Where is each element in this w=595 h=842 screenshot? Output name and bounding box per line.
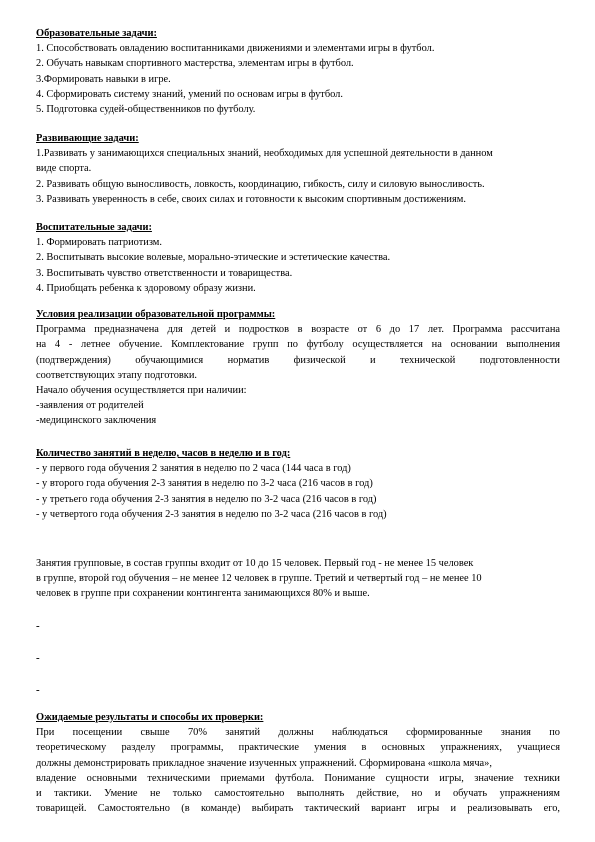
paragraph-line: Занятия групповые, в состав группы входит от 10 до 15 человек. Первый год - не менее 15 человек (36, 558, 474, 569)
list-item: виде спорта. (36, 163, 92, 175)
section-results (36, 710, 560, 816)
list-item: - у третьего года обучения 2-3 занятия в неделю по 3-2 часа (216 часов в год) (36, 493, 377, 505)
heading-upbringing: Воспитательные задачи: (36, 222, 152, 233)
paragraph-line: теоретическому разделу программы, практические умения в основных упражнениях, учащиеся (36, 742, 560, 754)
stray-dash: - (36, 652, 40, 664)
paragraph-line: владение основными техническими приемами футбола. Понимание сущности игры, значение техники (36, 772, 560, 784)
list-item: 4. Приобщать ребенка к здоровому образу жизни. (36, 282, 256, 294)
section-educational (36, 26, 560, 117)
paragraph-line: Начало обучения осуществляется при наличии: (36, 385, 247, 397)
heading-results: Ожидаемые результаты и способы их проверки: (36, 712, 264, 723)
list-item: 3. Воспитывать чувство ответственности и товарищества. (36, 267, 293, 279)
paragraph-line: на 4 - летнее обучение. Комплектование групп по футболу осуществляется на основании выполнения (36, 339, 560, 351)
paragraph-line: соответствующих этапу подготовки. (36, 369, 198, 381)
paragraph-line: должны демонстрировать прикладное значение изученных упражнений. Сформирована «школа мяча», (36, 757, 492, 769)
paragraph-line: -заявления от родителей (36, 400, 144, 412)
list-item: - у четвертого года обучения 2-3 занятия в неделю по 3-2 часа (216 часов в год) (36, 508, 387, 520)
list-item: 1. Способствовать овладению воспитанниками движениями и элементами игры в футбол. (36, 43, 435, 55)
section-groups (36, 556, 560, 602)
section-sessions (36, 446, 560, 522)
paragraph-line: (подтверждения) обучающимися норматив физической и технической подготовленности (36, 354, 560, 366)
heading-educational: Образовательные задачи: (36, 28, 157, 39)
heading-sessions: Количество занятий в неделю, часов в неделю и в год: (36, 448, 291, 459)
list-item: 1. Формировать патриотизм. (36, 237, 162, 249)
list-item: 3.Формировать навыки в игре. (36, 73, 171, 85)
stray-dash: - (36, 684, 40, 696)
stray-dash: - (36, 620, 40, 632)
section-upbringing (36, 220, 560, 296)
heading-developmental: Развивающие задачи: (36, 133, 139, 144)
list-item: 2. Обучать навыкам спортивного мастерства, элементам игры в футбол. (36, 58, 354, 70)
heading-conditions: Условия реализации образовательной программы: (36, 309, 276, 320)
list-item: 3. Развивать уверенность в себе, своих силах и готовности к высоким спортивным достижениям. (36, 193, 466, 205)
list-item: 5. Подготовка судей-общественников по футболу. (36, 104, 256, 116)
paragraph-line: При посещении свыше 70% занятий должны наблюдаться сформированные знания по (36, 727, 560, 739)
list-item: 2. Развивать общую выносливость, ловкость, координацию, гибкость, силу и силовую выносливость. (36, 178, 485, 190)
list-item: - у второго года обучения 2-3 занятия в неделю по 3-2 часа (216 часов в год) (36, 478, 373, 490)
paragraph-line: и тактики. Умение не только самостоятельно выполнять действие, но и обучать упражнениям (36, 788, 560, 800)
paragraph-line: человек в группе при сохранении контингента занимающихся 80% и выше. (36, 588, 370, 600)
section-developmental (36, 131, 560, 207)
list-item: - у первого года обучения 2 занятия в неделю по 2 часа (144 часа в год) (36, 463, 351, 475)
paragraph-line: товарищей. Самостоятельно (в команде) выбирать тактический вариант игры и реализовывать его, (36, 803, 560, 815)
paragraph-line: -медицинского заключения (36, 415, 157, 427)
list-item: 4. Сформировать систему знаний, умений по основам игры в футбол. (36, 88, 343, 100)
section-conditions (36, 307, 560, 429)
list-item: 1.Развивать у занимающихся специальных знаний, необходимых для успешной деятельности в данном (36, 148, 493, 160)
paragraph-line: Программа предназначена для детей и подростков в возрасте от 6 до 17 лет. Программа рассчитана (36, 324, 560, 336)
paragraph-line: в группе, второй год обучения – не менее 12 человек в группе. Третий и четвертый год – не менее 10 (36, 573, 482, 585)
list-item: 2. Воспитывать высокие волевые, морально-этические и эстетические качества. (36, 252, 391, 264)
